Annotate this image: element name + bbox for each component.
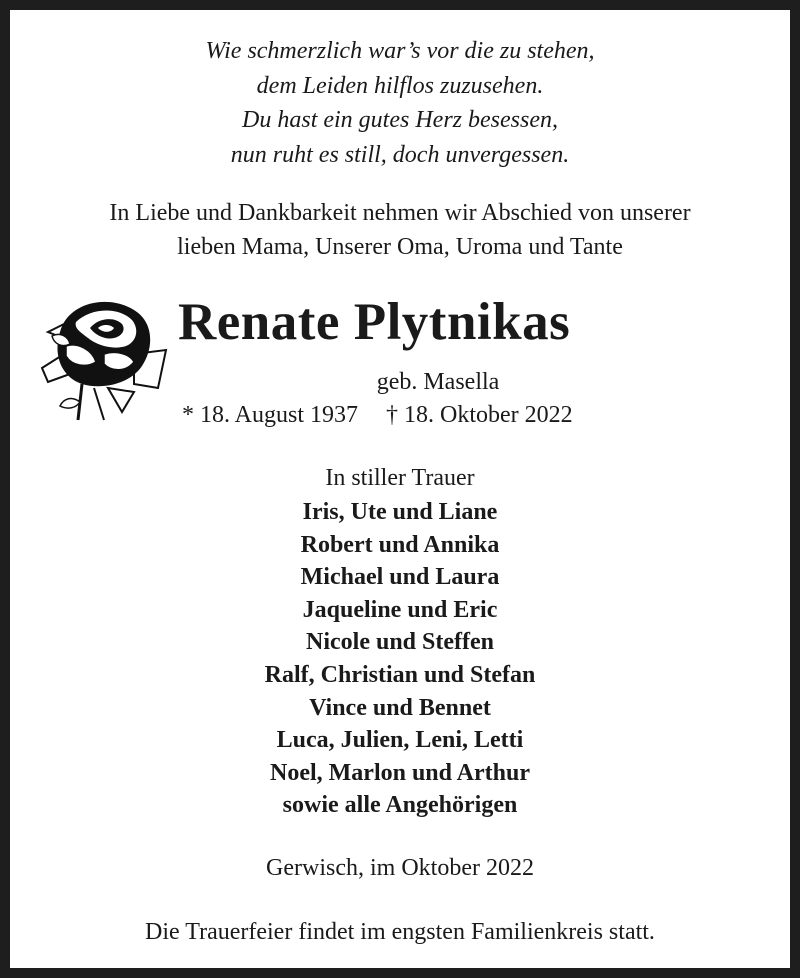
place-date: Gerwisch, im Oktober 2022 — [266, 855, 534, 881]
mourner-line: Jaqueline und Eric — [302, 596, 498, 623]
mourning-heading: In stiller Trauer — [325, 465, 475, 491]
mourner-line: Luca, Julien, Leni, Letti — [276, 727, 524, 754]
mourner-line: Ralf, Christian und Stefan — [264, 661, 536, 688]
mourner-line: Noel, Marlon und Arthur — [269, 759, 530, 786]
mourners-list — [10, 496, 790, 822]
mourner-line: Vince und Bennet — [309, 694, 491, 721]
ceremony-note: Die Trauerfeier findet im engsten Familienkreis statt. — [145, 919, 655, 945]
intro-line: In Liebe und Dankbarkeit nehmen wir Abschied von unserer — [109, 200, 691, 226]
mourner-line: Robert und Annika — [300, 531, 500, 558]
deceased-name: Renate Plytnikas — [178, 293, 571, 351]
poem — [10, 34, 790, 172]
death-date: † 18. Oktober 2022 — [386, 402, 573, 428]
mourner-line: Iris, Ute und Liane — [302, 499, 498, 525]
birth-date: * 18. August 1937 — [182, 402, 359, 428]
intro-line: lieben Mama, Unserer Oma, Uroma und Tante — [177, 234, 623, 260]
life-dates — [182, 399, 573, 431]
poem-line: dem Leiden hilflos zuzusehen. — [256, 72, 544, 99]
mourner-line: Michael und Laura — [300, 564, 500, 591]
rose-icon — [38, 292, 170, 428]
poem-line: Wie schmerzlich war’s vor die zu stehen, — [205, 38, 595, 64]
mourner-line: Nicole und Steffen — [306, 629, 494, 656]
poem-line: nun ruht es still, doch unvergessen. — [230, 141, 570, 168]
intro-text — [10, 196, 790, 264]
birth-name: geb. Masella — [376, 369, 500, 395]
mourner-line: sowie alle Angehörigen — [282, 792, 518, 819]
poem-line: Du hast ein gutes Herz besessen, — [242, 107, 558, 133]
